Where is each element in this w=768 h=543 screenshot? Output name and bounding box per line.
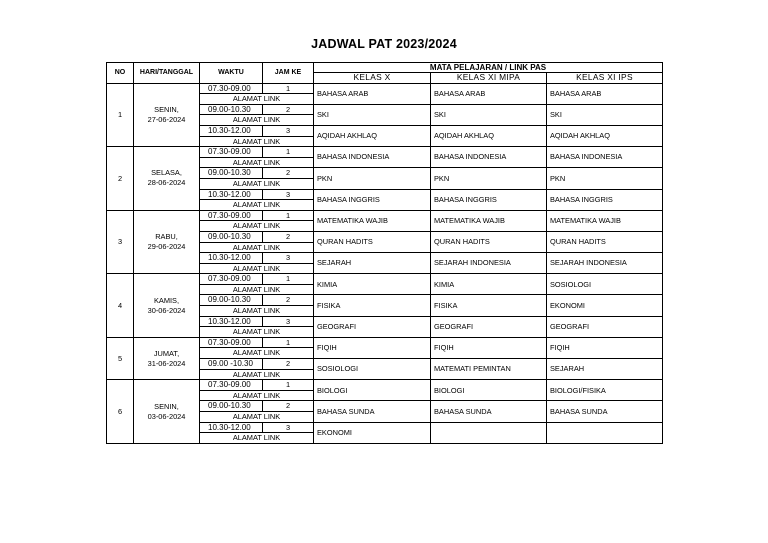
alamat-link[interactable]: ALAMAT LINK xyxy=(200,433,314,444)
header-mata-pelajaran: MATA PELAJARAN / LINK PAS xyxy=(314,63,663,73)
day-name: SENIN, xyxy=(154,104,179,114)
session-time: 07.30-09.00 xyxy=(200,274,263,285)
subject-cell: SKI xyxy=(547,104,663,125)
day-date: 30-06-2024 xyxy=(147,305,186,315)
day-name: RABU, xyxy=(155,232,178,241)
day-number: 1 xyxy=(107,83,134,147)
session-time: 10.30-12.00 xyxy=(200,316,263,327)
session-time: 09.00-10.30 xyxy=(200,295,263,306)
day-number: 5 xyxy=(107,337,134,379)
day-date-cell xyxy=(134,210,200,274)
subject-cell: PKN xyxy=(314,168,431,189)
session-time: 07.30-09.00 xyxy=(200,83,263,94)
session-jam: 1 xyxy=(263,380,314,391)
table-row xyxy=(107,83,663,94)
subject-cell: QURAN HADITS xyxy=(547,231,663,252)
day-date-cell xyxy=(134,380,200,444)
header-kelas-xi-ips: KELAS XI IPS xyxy=(547,73,663,84)
header-no: NO xyxy=(107,63,134,84)
alamat-link[interactable]: ALAMAT LINK xyxy=(200,136,314,147)
table-row xyxy=(107,337,663,348)
alamat-link[interactable]: ALAMAT LINK xyxy=(200,284,314,295)
page-title: JADWAL PAT 2023/2024 xyxy=(311,37,457,51)
header-hari-tanggal: HARI/TANGGAL xyxy=(134,63,200,84)
day-date: 03-06-2024 xyxy=(147,411,186,421)
alamat-link[interactable]: ALAMAT LINK xyxy=(200,94,314,105)
alamat-link[interactable]: ALAMAT LINK xyxy=(200,221,314,232)
subject-cell: QURAN HADITS xyxy=(314,231,431,252)
subject-cell: BAHASA ARAB xyxy=(314,83,431,104)
subject-cell: GEOGRAFI xyxy=(431,316,547,337)
session-jam: 3 xyxy=(263,125,314,136)
subject-cell: SEJARAH INDONESIA xyxy=(431,253,547,274)
session-jam: 2 xyxy=(263,231,314,242)
day-date: 31-06-2024 xyxy=(147,358,186,368)
alamat-link[interactable]: ALAMAT LINK xyxy=(200,412,314,423)
alamat-link[interactable]: ALAMAT LINK xyxy=(200,327,314,338)
subject-cell: SEJARAH xyxy=(547,359,663,380)
session-jam: 3 xyxy=(263,253,314,264)
subject-cell: FIQIH xyxy=(547,337,663,358)
subject-cell: EKONOMI xyxy=(314,422,431,443)
session-time: 07.30-09.00 xyxy=(200,210,263,221)
session-jam: 3 xyxy=(263,422,314,433)
session-time: 10.30-12.00 xyxy=(200,189,263,200)
table-row xyxy=(107,210,663,221)
alamat-link[interactable]: ALAMAT LINK xyxy=(200,390,314,401)
session-time: 09.00-10.30 xyxy=(200,401,263,412)
header-kelas-x: KELAS X xyxy=(314,73,431,84)
subject-cell: FIQIH xyxy=(314,337,431,358)
day-number: 3 xyxy=(107,210,134,274)
day-date-cell xyxy=(134,274,200,338)
subject-cell: SEJARAH INDONESIA xyxy=(547,253,663,274)
session-jam: 1 xyxy=(263,147,314,158)
subject-cell: PKN xyxy=(547,168,663,189)
alamat-link[interactable]: ALAMAT LINK xyxy=(200,348,314,359)
session-jam: 2 xyxy=(263,359,314,370)
alamat-link[interactable]: ALAMAT LINK xyxy=(200,200,314,211)
header-waktu: WAKTU xyxy=(200,63,263,84)
session-jam: 2 xyxy=(263,104,314,115)
subject-cell: BAHASA INDONESIA xyxy=(314,147,431,168)
day-name: SELASA, xyxy=(151,168,182,178)
subject-cell: BAHASA INDONESIA xyxy=(431,147,547,168)
subject-cell: SEJARAH xyxy=(314,253,431,274)
session-time: 07.30-09.00 xyxy=(200,380,263,391)
subject-cell: BIOLOGI xyxy=(314,380,431,401)
subject-cell: BAHASA INDONESIA xyxy=(547,147,663,168)
header-kelas-xi-mipa: KELAS XI MIPA xyxy=(431,73,547,84)
subject-cell: BIOLOGI/FISIKA xyxy=(547,380,663,401)
subject-cell: FIQIH xyxy=(431,337,547,358)
alamat-link[interactable]: ALAMAT LINK xyxy=(200,263,314,274)
subject-cell: GEOGRAFI xyxy=(314,316,431,337)
subject-cell: BAHASA ARAB xyxy=(547,83,663,104)
alamat-link[interactable]: ALAMAT LINK xyxy=(200,242,314,253)
subject-cell: MATEMATIKA WAJIB xyxy=(314,210,431,231)
subject-cell: BAHASA INGGRIS xyxy=(431,189,547,210)
session-jam: 1 xyxy=(263,337,314,348)
alamat-link[interactable]: ALAMAT LINK xyxy=(200,369,314,380)
session-jam: 3 xyxy=(263,316,314,327)
session-time: 09.00-10.30 xyxy=(200,104,263,115)
subject-cell: SKI xyxy=(314,104,431,125)
subject-cell: SKI xyxy=(431,104,547,125)
header-jam-ke: JAM KE xyxy=(263,63,314,84)
session-jam: 1 xyxy=(263,274,314,285)
session-jam: 1 xyxy=(263,210,314,221)
subject-cell: BAHASA SUNDA xyxy=(431,401,547,422)
session-jam: 2 xyxy=(263,168,314,179)
subject-cell: KIMIA xyxy=(431,274,547,295)
subject-cell: FISIKA xyxy=(431,295,547,316)
subject-cell: KIMIA xyxy=(314,274,431,295)
alamat-link[interactable]: ALAMAT LINK xyxy=(200,115,314,126)
subject-cell: MATEMATIKA WAJIB xyxy=(431,210,547,231)
day-date: 29-06-2024 xyxy=(147,242,186,251)
session-jam: 2 xyxy=(263,295,314,306)
subject-cell: AQIDAH AKHLAQ xyxy=(314,125,431,146)
subject-cell: BAHASA SUNDA xyxy=(547,401,663,422)
day-number: 4 xyxy=(107,274,134,338)
day-date: 28-06-2024 xyxy=(147,178,186,188)
day-number: 6 xyxy=(107,380,134,444)
session-time: 07.30-09.00 xyxy=(200,147,263,158)
alamat-link[interactable]: ALAMAT LINK xyxy=(200,178,314,189)
session-time: 10.30-12.00 xyxy=(200,422,263,433)
day-number: 2 xyxy=(107,147,134,211)
session-time: 09.00-10.30 xyxy=(200,231,263,242)
day-date-cell xyxy=(134,147,200,211)
table-row xyxy=(107,147,663,158)
schedule-body xyxy=(107,83,663,443)
day-date-cell xyxy=(134,337,200,379)
subject-cell: SOSIOLOGI xyxy=(314,359,431,380)
session-time: 07.30-09.00 xyxy=(200,337,263,348)
subject-cell: AQIDAH AKHLAQ xyxy=(431,125,547,146)
table-row xyxy=(107,274,663,285)
session-time: 10.30-12.00 xyxy=(200,125,263,136)
subject-cell: BAHASA SUNDA xyxy=(314,401,431,422)
subject-cell: BAHASA INGGRIS xyxy=(314,189,431,210)
table-row xyxy=(107,380,663,391)
subject-cell: EKONOMI xyxy=(547,295,663,316)
subject-cell xyxy=(547,422,663,443)
subject-cell: GEOGRAFI xyxy=(547,316,663,337)
subject-cell: BIOLOGI xyxy=(431,380,547,401)
subject-cell: MATEMATI PEMINTAN xyxy=(431,359,547,380)
subject-cell: BAHASA INGGRIS xyxy=(547,189,663,210)
session-jam: 2 xyxy=(263,401,314,412)
alamat-link[interactable]: ALAMAT LINK xyxy=(200,306,314,317)
day-name: JUMAT, xyxy=(153,348,180,358)
subject-cell: AQIDAH AKHLAQ xyxy=(547,125,663,146)
session-time: 09.00 -10.30 xyxy=(200,359,263,370)
day-name: KAMIS, xyxy=(153,295,180,305)
subject-cell xyxy=(431,422,547,443)
session-time: 09.00-10.30 xyxy=(200,168,263,179)
subject-cell: PKN xyxy=(431,168,547,189)
session-time: 10.30-12.00 xyxy=(200,253,263,264)
session-jam: 1 xyxy=(263,83,314,94)
subject-cell: BAHASA ARAB xyxy=(431,83,547,104)
day-date: 27-06-2024 xyxy=(147,114,186,124)
subject-cell: QURAN HADITS xyxy=(431,231,547,252)
day-date-cell xyxy=(134,83,200,147)
subject-cell: SOSIOLOGI xyxy=(547,274,663,295)
alamat-link[interactable]: ALAMAT LINK xyxy=(200,157,314,168)
schedule-table xyxy=(106,62,663,444)
day-name: SENIN, xyxy=(154,401,179,411)
subject-cell: MATEMATIKA WAJIB xyxy=(547,210,663,231)
subject-cell: FISIKA xyxy=(314,295,431,316)
session-jam: 3 xyxy=(263,189,314,200)
